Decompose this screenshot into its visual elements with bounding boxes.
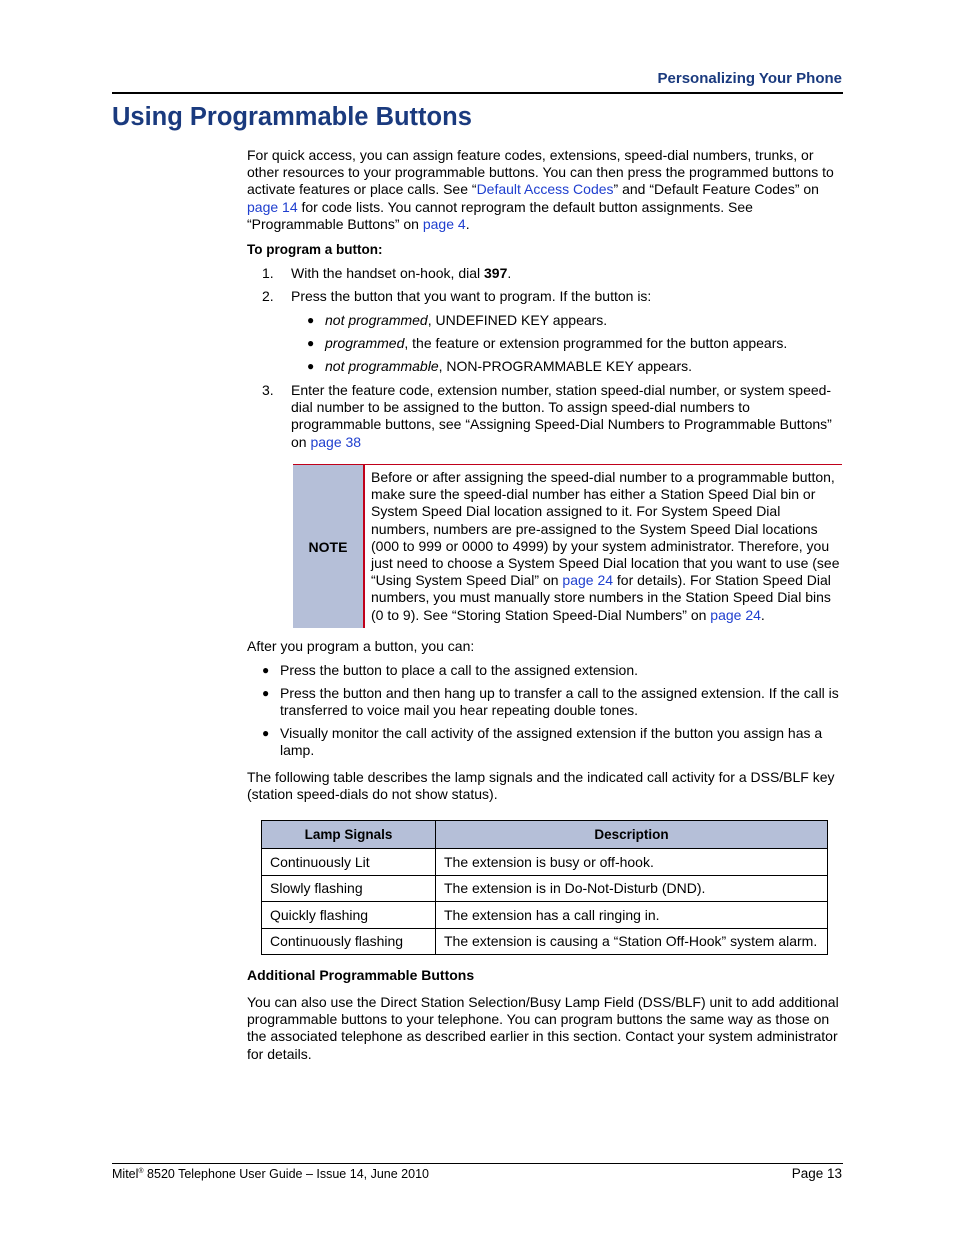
substep-em: programmed <box>325 335 405 351</box>
note-text-3: . <box>760 606 765 623</box>
intro-text-2: ” and “Default Feature Codes” on <box>613 181 819 198</box>
step-number: 3. <box>262 382 274 398</box>
step-end: . <box>507 265 512 281</box>
substep-em: not programmable <box>325 358 439 374</box>
bullet-icon: ● <box>307 359 315 373</box>
substep-text: , the feature or extension programmed for the button appears. <box>404 335 788 351</box>
description-cell: The extension is busy or off-hook. <box>436 849 828 876</box>
bullet-text: Press the button to place a call to the assigned extension. <box>280 662 639 678</box>
lamp-signal-cell: Quickly flashing <box>262 902 436 929</box>
table-intro: The following table describes the lamp signals and the indicated call activity for a DSS/BLF key (station speed-dials do not show status). <box>247 769 835 803</box>
table-row <box>262 875 828 902</box>
bullet-icon: ● <box>262 726 270 740</box>
lamp-signal-cell: Continuously flashing <box>262 928 436 955</box>
table-header-row <box>262 821 828 849</box>
registered-mark: ® <box>138 1167 144 1175</box>
substep-item <box>307 312 842 330</box>
substep-text: , UNDEFINED KEY appears. <box>427 312 608 328</box>
note-box <box>293 464 842 628</box>
link-page-14[interactable]: page 14 <box>247 198 298 215</box>
header-rule <box>112 92 843 94</box>
description-cell: The extension is in Do-Not-Disturb (DND). <box>436 875 828 902</box>
lamp-signal-cell: Continuously Lit <box>262 849 436 876</box>
table-row <box>262 928 828 955</box>
note-label: NOTE <box>293 465 363 628</box>
after-bullet <box>262 725 842 761</box>
bullet-icon: ● <box>262 663 270 677</box>
intro-text-4: . <box>465 215 470 232</box>
substep-em: not programmed <box>325 312 428 328</box>
note-text-1: Before or after assigning the speed-dial number to a programmable button, make sure the speed-dial number has either a Station Speed Dial bin or System Speed Dial location assigned to it. For System Speed Dial numbers, numbers are pre-assigned to the System Speed Dial locations (000 to 999 or 0000 to 4999) by your system administrator. Therefore, you just need to choose a System Speed Dial location that you want to use (see “Using System Speed Dial” on <box>371 469 840 589</box>
footer-rule <box>112 1163 843 1164</box>
step-2 <box>262 288 842 306</box>
column-header-description: Description <box>436 821 828 849</box>
step-text: Press the button that you want to program. If the button is: <box>291 288 652 304</box>
intro-paragraph <box>247 147 842 233</box>
link-page-38[interactable]: page 38 <box>310 433 362 450</box>
step-1 <box>262 265 842 283</box>
link-page-4[interactable]: page 4 <box>422 215 466 232</box>
step-text: Enter the feature code, extension number, station speed-dial number, or system speed-dial number to be assigned to the button. To assign speed-dial numbers to programmable buttons, see “Assigning Speed-Dial Numbers to Programmable Buttons” on <box>291 382 832 450</box>
page-title: Using Programmable Buttons <box>112 103 472 131</box>
running-header: Personalizing Your Phone <box>657 70 842 87</box>
footer-guide: 8520 Telephone User Guide – Issue 14, June 2010 <box>143 1167 429 1181</box>
bullet-icon: ● <box>307 313 315 327</box>
note-text-2: for details). For Station Speed Dial numbers, you must manually store numbers in the Station Speed Dial bins (0 to 9). See “Storing Station Speed-Dial Numbers” on <box>371 572 831 623</box>
table-row <box>262 902 828 929</box>
step-number: 2. <box>262 288 274 304</box>
step-3 <box>262 382 842 452</box>
note-divider <box>363 465 365 628</box>
substep-item <box>307 358 842 376</box>
substep-item <box>307 335 842 353</box>
step-text: With the handset on-hook, dial <box>291 265 485 281</box>
after-bullet <box>262 685 842 721</box>
intro-text-3: for code lists. You cannot reprogram the default button assignments. See “Programmable Buttons” on <box>247 198 753 232</box>
bullet-text: Press the button and then hang up to transfer a call to the assigned extension. If the call is transferred to voice mail you hear repeating double tones. <box>280 685 839 719</box>
after-bullet <box>262 662 842 680</box>
footer-brand: Mitel <box>112 1167 139 1181</box>
lamp-signal-cell: Slowly flashing <box>262 875 436 902</box>
after-intro: After you program a button, you can: <box>247 638 475 654</box>
bullet-text: Visually monitor the call activity of the assigned extension if the button you assign has a lamp. <box>280 725 823 759</box>
bullet-icon: ● <box>262 686 270 700</box>
lamp-signals-table <box>261 820 828 955</box>
table-row <box>262 849 828 876</box>
footer-guide-title <box>112 1167 429 1181</box>
intro-text-1: For quick access, you can assign feature codes, extensions, speed-dial numbers, trunks, or other resources to your programmable buttons. You can then press the programmed buttons to activate features or place calls. See “ <box>247 147 834 198</box>
step-number: 1. <box>262 265 274 281</box>
note-text <box>371 469 841 624</box>
bullet-icon: ● <box>307 336 315 350</box>
link-page-24-b[interactable]: page 24 <box>710 606 761 623</box>
procedure-heading: To program a button: <box>247 242 383 257</box>
dial-code: 397 <box>484 265 508 281</box>
page-number: Page 13 <box>791 1166 842 1181</box>
link-default-access-codes[interactable]: Default Access Codes <box>476 181 614 198</box>
description-cell: The extension has a call ringing in. <box>436 902 828 929</box>
additional-paragraph: You can also use the Direct Station Selection/Busy Lamp Field (DSS/BLF) unit to add additional programmable buttons to your telephone. You can program buttons the same way as those on the associated telephone as described earlier in this section. Contact your system administrator for details. <box>247 994 839 1062</box>
substep-text: , NON-PROGRAMMABLE KEY appears. <box>438 358 692 374</box>
additional-heading: Additional Programmable Buttons <box>247 967 475 983</box>
description-cell: The extension is causing a “Station Off-Hook” system alarm. <box>436 928 828 955</box>
column-header-lamp-signals: Lamp Signals <box>262 821 436 849</box>
link-page-24[interactable]: page 24 <box>562 572 614 589</box>
